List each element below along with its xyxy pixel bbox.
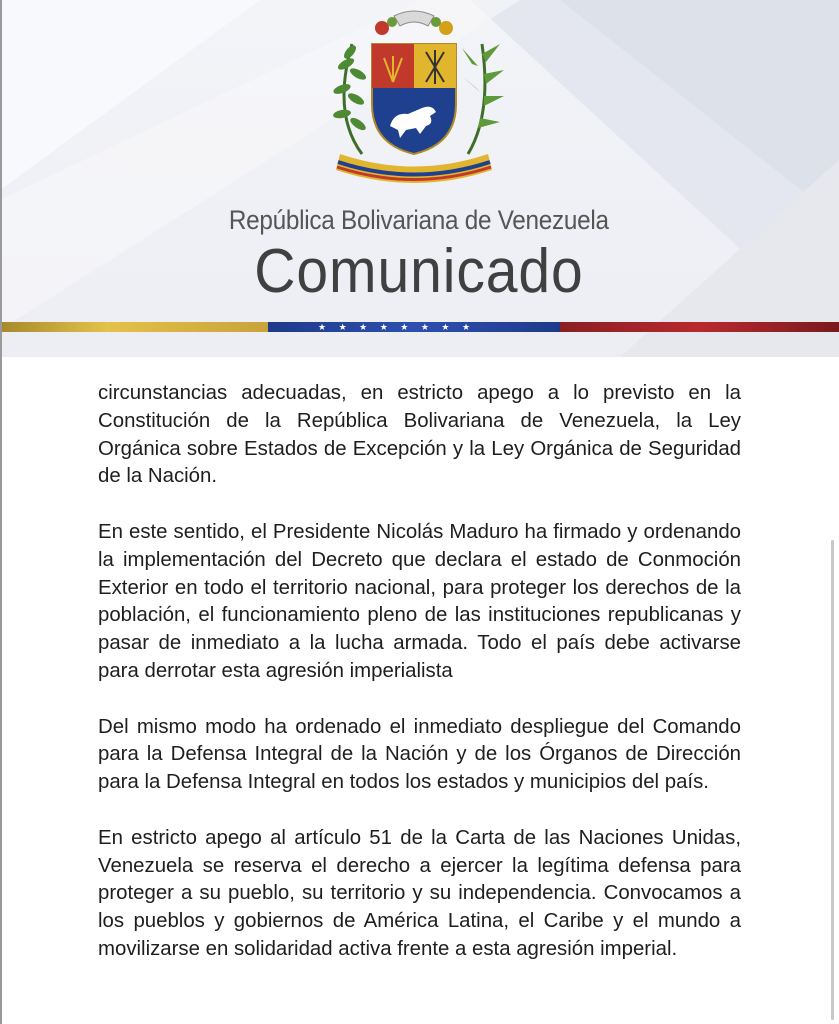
flag-stripe-yellow — [0, 322, 268, 332]
scrollbar[interactable] — [831, 540, 834, 1020]
page-title: Comunicado — [254, 237, 584, 306]
paragraph: En estricto apego al artículo 51 de la Carta de las Naciones Unidas, Venezuela se reserva el derecho a ejercer la legítima defensa para proteger a su pueblo, su territorio y su independencia. Convocamos a los pueblos y gobiernos de América Latina, el Caribe y el mundo a movilizarse en solidaridad activa frente a esta agresión imperial. — [98, 826, 741, 960]
paragraph: Del mismo modo ha ordenado el inmediato despliegue del Comando para la Defensa Integral de la Nación y de los Órganos de Dirección para la Defensa Integral en todos los estados y municipios del país. — [98, 715, 741, 794]
paragraph: circunstancias adecuadas, en estricto apego a lo previsto en la Constitución de la República Bolivariana de Venezuela, la Ley Orgánica sobre Estados de Excepción y la Ley Orgánica de Seguridad de la Nación. — [98, 382, 741, 488]
page-edge — [0, 0, 2, 1024]
communique-header — [0, 0, 839, 357]
republic-name: República Bolivariana de Venezuela — [228, 205, 609, 235]
communique-body — [98, 380, 741, 992]
paragraph: En este sentido, el Presidente Nicolás Maduro ha firmado y ordenando la implementación del Decreto que declara el estado de Conmoción Exterior en todo el territorio nacional, para proteger los derechos de la población, el funcionamiento pleno de las instituciones republicanas y pasar de inmediato a la lucha armada. Todo el país debe activarse para derrotar esta agresión imperialista — [98, 520, 741, 682]
flag-stripe-red — [560, 322, 839, 332]
coat-of-arms-icon — [322, 4, 506, 196]
flag-stars: ★★★★★★★★ — [318, 322, 483, 332]
